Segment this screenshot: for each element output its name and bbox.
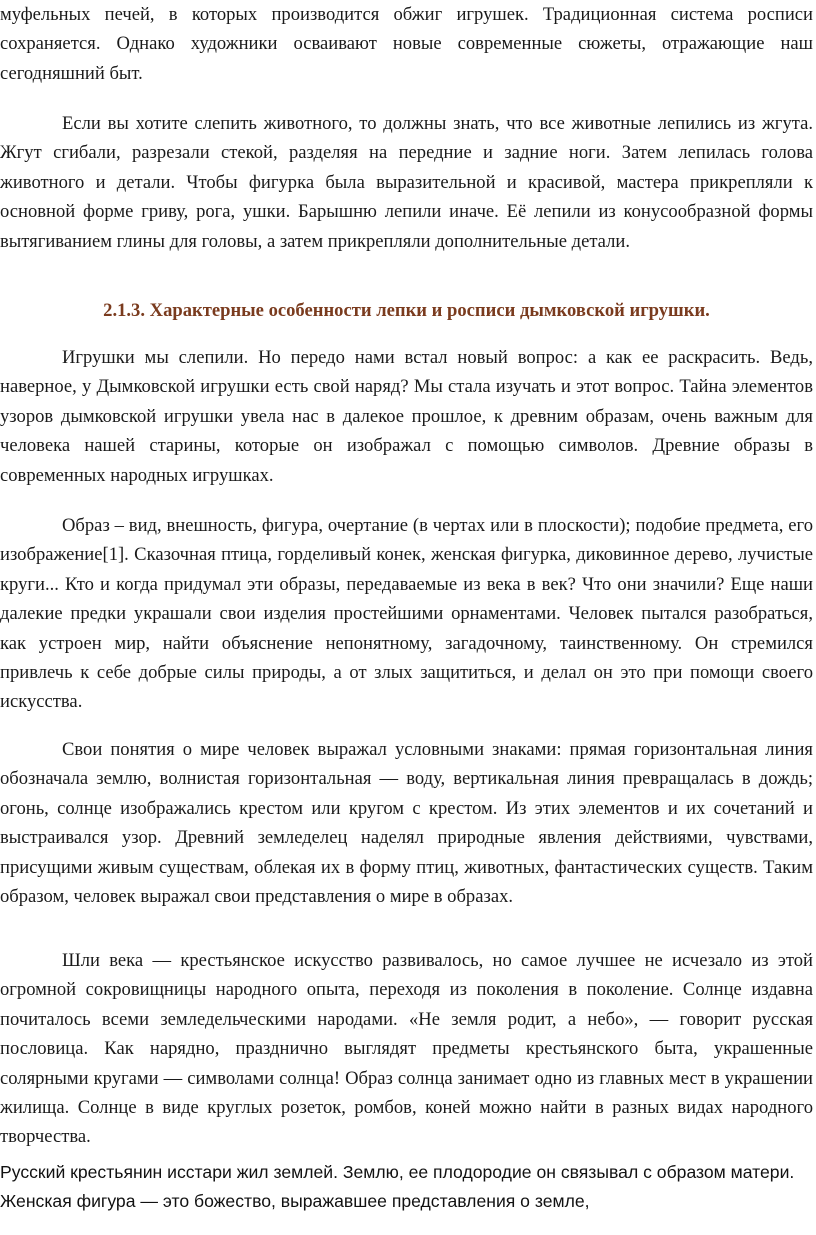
paragraph-sculpting-animals: Если вы хотите слепить животного, то должны знать, что все животные лепились из жгута. Жгут сгибали, разрезали стекой, разделяя на передние и задние ноги. Затем лепилась голова животного и детали. Чтобы фигурка была выразительной и красивой, мастера прикрепляли к основной форме гриву, рога, ушки. Барышню лепили иначе. Её лепили из конусообразной формы вытягиванием глины для головы, а затем прикрепляли дополнительные детали. <box>0 113 813 252</box>
paragraph-peasant-earth: Русский крестьянин исстари жил землей. Землю, ее плодородие он связывал с образом матери. Женская фигура — это божество, выражавшее представления о земле, <box>0 1162 795 1212</box>
paragraph-sun-symbols: Шли века — крестьянское искусство развивалось, но самое лучшее не исчезало из этой огромной сокровищницы народного опыта, переходя из поколения в поколение. Солнце издавна почиталось всеми земледельческими народами. «Не земля родит, а небо», — говорит русская пословица. Как нарядно, празднично выглядят предметы крестьянского быта, украшенные солярными кругами — символами солнца! Образ солнца занимает одно из главных мест в украшении жилища. Солнце в виде круглых розеток, ромбов, коней можно найти в разных видах народного творчества. <box>0 950 813 1148</box>
paragraph-symbols: Свои понятия о мире человек выражал условными знаками: прямая горизонтальная линия обозначала землю, волнистая горизонтальная — воду, вертикальная линия превращалась в дождь; огонь, солнце изображались крестом или кругом с крестом. Из этих элементов и их сочетаний и выстраивался узор. Древний земледелец наделял природные явления действиями, чувствами, присущими живым существам, облекая их в форму птиц, животных, фантастических существ. Таким образом, человек выражал свои представления о мире в образах. <box>0 739 813 908</box>
paragraph-painting-question: Игрушки мы слепили. Но передо нами встал новый вопрос: а как ее раскрасить. Ведь, наверное, у Дымковской игрушки есть свой наряд? Мы стала изучать и этот вопрос. Тайна элементов узоров дымковской игрушки увела нас в далекое прошлое, к древним образам, очень важным для человека нашей старины, которые он изображал с помощью символов. Древние образы в современных народных игрушках. <box>0 347 813 486</box>
paragraph-image-definition: Образ – вид, внешность, фигура, очертание (в чертах или в плоскости); подобие предмета, его изображение[1]. Сказочная птица, горделивый конек, женская фигурка, диковинное дерево, лучистые круги... Кто и когда придумал эти образы, передаваемые из века в век? Что они значили? Еще наши далекие предки украшали свои изделия простейшими орнаментами. Человек пытался разобраться, как устроен мир, найти объяснение непонятному, загадочному, таинственному. Он стремился привлечь к себе добрые силы природы, а от злых защититься, и делал он это при помощи своего искусства. <box>0 515 813 713</box>
section-heading: 2.1.3. Характерные особенности лепки и росписи дымковской игрушки. <box>103 300 710 321</box>
paragraph-continuation: муфельных печей, в которых производится обжиг игрушек. Традиционная система росписи сохраняется. Однако художники осваивают новые современные сюжеты, отражающие наш сегодняшний быт. <box>0 4 813 84</box>
